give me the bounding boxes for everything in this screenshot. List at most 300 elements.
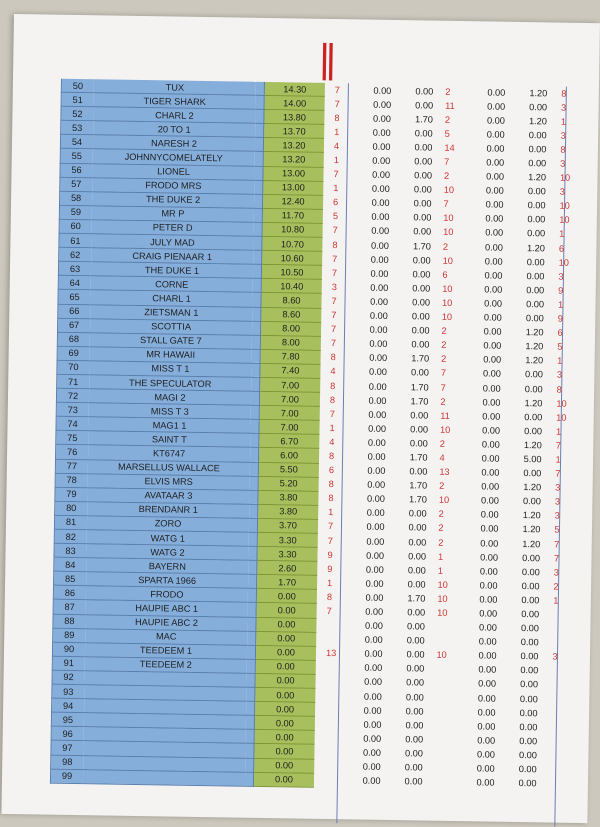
- value-d: 0.00: [524, 425, 543, 437]
- red-count-1: [316, 618, 343, 633]
- blue-spacer: [248, 589, 257, 603]
- entry-name: MR P: [92, 206, 254, 223]
- value-a: 0.00: [362, 747, 382, 758]
- entry-name: MISS T 1: [89, 361, 251, 378]
- blue-spacer: [252, 293, 261, 307]
- row-number: 53: [61, 121, 94, 136]
- blue-spacer: [254, 208, 263, 222]
- value-d: 1.20: [525, 341, 544, 352]
- red-count-1: 1: [329, 422, 335, 433]
- value-d: 0.00: [521, 594, 540, 606]
- red-count-1: 4: [330, 366, 336, 377]
- value-c: 0.00: [482, 425, 501, 436]
- row-number: 56: [60, 163, 93, 178]
- red-count-1: 1: [333, 183, 339, 194]
- value-d: 0.00: [525, 313, 544, 324]
- red-count-3: 1: [555, 454, 561, 465]
- score-cell: 13.70: [264, 124, 325, 139]
- entry-name: THE SPECULATOR: [89, 375, 251, 392]
- value-d: 0.00: [519, 707, 538, 718]
- red-count-2: 10: [437, 607, 448, 618]
- value-b: 0.00: [414, 170, 433, 181]
- red-count-1: [314, 745, 341, 760]
- red-count-3: 10: [559, 200, 570, 212]
- blue-spacer: [255, 124, 264, 138]
- entry-name: JOHNNYCOMELATELY: [93, 149, 255, 166]
- value-c: 0.00: [487, 87, 506, 98]
- value-b: 0.00: [412, 254, 431, 266]
- red-count-3: 1: [557, 355, 563, 366]
- score-cell: 0.00: [255, 645, 316, 660]
- red-count-2: 10: [443, 184, 455, 196]
- value-c: 0.00: [485, 185, 504, 196]
- value-d: 0.00: [519, 735, 538, 747]
- blue-spacer: [253, 250, 262, 264]
- row-number: 96: [51, 726, 84, 741]
- score-cell: 7.00: [259, 391, 320, 406]
- value-c: 0.00: [483, 312, 502, 323]
- value-c: 0.00: [484, 256, 503, 267]
- value-d: 0.00: [527, 214, 546, 225]
- red-count-3: [539, 720, 573, 735]
- entry-name: MR HAWAII: [90, 347, 252, 364]
- score-cell: 0.00: [255, 687, 316, 702]
- score-cell: 7.00: [260, 377, 321, 392]
- entry-name: 20 TO 1: [93, 121, 255, 138]
- value-d: 0.00: [522, 552, 541, 563]
- value-b: 0.00: [404, 762, 423, 773]
- value-a: 0.00: [370, 268, 389, 279]
- value-d: 0.00: [527, 228, 546, 239]
- value-c: 0.00: [478, 664, 497, 676]
- row-number: 72: [56, 388, 89, 403]
- entry-name: THE DUKE 1: [91, 262, 253, 279]
- value-a: 0.00: [366, 536, 385, 547]
- value-b: 0.00: [406, 677, 425, 689]
- value-b: 0.00: [413, 198, 432, 209]
- red-count-3: [540, 678, 574, 693]
- entry-name: TUX: [94, 79, 256, 95]
- value-d: 1.20: [525, 327, 544, 338]
- blue-spacer: [253, 265, 262, 279]
- value-b: 0.00: [412, 283, 431, 294]
- value-c: 0.00: [484, 298, 503, 309]
- red-count-1: 6: [328, 465, 335, 476]
- value-a: 0.00: [365, 564, 384, 575]
- results-table-body: [50, 79, 583, 791]
- value-b: 0.00: [411, 339, 430, 350]
- score-cell: 0.00: [254, 716, 315, 731]
- value-b: 0.00: [412, 297, 431, 308]
- value-c: 0.00: [487, 101, 506, 112]
- value-b: 0.00: [408, 536, 427, 548]
- score-cell: 10.50: [261, 265, 322, 280]
- value-a: 0.00: [365, 578, 384, 589]
- value-c: 0.00: [477, 721, 496, 732]
- value-d: 0.00: [518, 749, 537, 761]
- red-count-3: [541, 607, 575, 622]
- red-count-3: 8: [560, 144, 566, 155]
- red-count-1: 7: [333, 169, 339, 180]
- row-number: 79: [55, 487, 88, 502]
- value-c: 0.00: [486, 171, 505, 182]
- row-number: 71: [57, 374, 90, 389]
- entry-name: SAINT T: [88, 431, 250, 448]
- blue-spacer: [252, 321, 261, 335]
- value-b: 0.00: [410, 409, 429, 421]
- entry-name: CORNE: [91, 276, 253, 293]
- entry-name: JULY MAD: [91, 234, 253, 251]
- value-b: 0.00: [406, 649, 425, 660]
- value-c: 0.00: [486, 115, 505, 126]
- value-b: 0.00: [406, 621, 426, 632]
- red-count-3: 6: [557, 327, 563, 338]
- value-b: 1.70: [412, 240, 431, 252]
- value-c: 0.00: [482, 382, 501, 394]
- row-number: 54: [60, 135, 93, 150]
- score-cell: 13.20: [263, 152, 324, 167]
- value-a: 0.00: [368, 367, 387, 378]
- score-cell: 0.00: [255, 673, 316, 688]
- value-d: 0.00: [518, 764, 537, 775]
- red-count-3: 10: [559, 214, 570, 226]
- row-number: 66: [58, 304, 91, 319]
- score-cell: 3.80: [258, 490, 319, 505]
- red-count-1: 7: [332, 225, 338, 236]
- value-c: 0.00: [486, 157, 505, 168]
- score-cell: 0.00: [256, 589, 317, 604]
- value-b: 0.00: [406, 663, 425, 674]
- value-d: 1.20: [522, 510, 541, 521]
- red-count-1: 8: [332, 239, 338, 250]
- value-b: 1.70: [408, 494, 427, 505]
- blue-spacer: [254, 222, 263, 236]
- red-count-1: [315, 674, 342, 689]
- value-c: 0.00: [476, 777, 495, 788]
- red-count-2: [427, 620, 457, 635]
- red-count-3: 3: [560, 130, 566, 141]
- value-c: 0.00: [482, 397, 501, 408]
- red-count-2: 10: [436, 650, 447, 661]
- value-d: 0.00: [520, 623, 539, 634]
- value-a: 0.00: [367, 451, 386, 462]
- value-c: 0.00: [481, 453, 500, 464]
- score-cell: 13.00: [263, 166, 324, 181]
- value-a: 0.00: [367, 437, 386, 448]
- red-count-3: 7: [555, 468, 561, 479]
- blue-spacer: [248, 546, 257, 560]
- red-count-1: [315, 717, 342, 732]
- value-b: 0.00: [414, 156, 433, 167]
- red-count-2: 2: [441, 354, 447, 365]
- red-count-1: 7: [327, 521, 334, 532]
- row-number: 65: [58, 290, 91, 305]
- value-d: 0.00: [528, 144, 547, 155]
- value-a: 0.00: [367, 479, 386, 491]
- score-cell: 0.00: [256, 617, 317, 632]
- value-c: 0.00: [486, 143, 505, 154]
- value-c: 0.00: [484, 242, 503, 253]
- red-count-2: 2: [442, 241, 449, 252]
- value-c: 0.00: [483, 340, 502, 351]
- entry-name: TEEDEEM 1: [85, 642, 247, 659]
- value-a: 0.00: [372, 113, 391, 124]
- row-number: 68: [57, 332, 90, 347]
- red-count-3: 1: [557, 299, 564, 310]
- value-a: 0.00: [366, 507, 385, 519]
- value-b: 0.00: [408, 550, 427, 562]
- value-a: 0.00: [364, 634, 383, 646]
- value-d: 0.00: [520, 651, 539, 662]
- score-cell: 7.00: [259, 420, 320, 435]
- score-cell: 3.70: [257, 518, 318, 533]
- blue-spacer: [246, 687, 255, 701]
- red-count-3: 2: [553, 581, 559, 592]
- score-cell: 8.00: [260, 321, 321, 336]
- entry-name: MISS T 3: [89, 403, 251, 420]
- red-count-2: 2: [438, 509, 444, 520]
- value-a: 0.00: [369, 310, 388, 321]
- row-number: 55: [60, 149, 93, 164]
- row-number: 63: [58, 261, 91, 276]
- row-number: 94: [52, 698, 85, 713]
- value-d: 0.00: [526, 284, 545, 296]
- red-count-3: 10: [559, 172, 571, 183]
- row-number: 90: [52, 642, 85, 657]
- red-count-2: [425, 761, 455, 776]
- red-count-3: [539, 762, 573, 777]
- blue-spacer: [254, 166, 263, 180]
- entry-name: STALL GATE 7: [90, 332, 252, 349]
- value-d: 0.00: [521, 566, 540, 578]
- red-count-1: 1: [333, 155, 339, 166]
- red-count-2: [425, 732, 455, 747]
- row-number: 81: [54, 515, 87, 530]
- red-count-2: 7: [440, 382, 446, 393]
- row-number: 58: [60, 191, 93, 206]
- value-a: 0.00: [367, 465, 386, 476]
- red-count-3: 7: [555, 440, 561, 451]
- red-count-1: 8: [326, 591, 333, 602]
- score-cell: 14.30: [264, 82, 325, 97]
- red-count-1: 8: [328, 493, 334, 504]
- red-count-2: [427, 634, 457, 649]
- value-b: 0.00: [413, 226, 432, 238]
- score-cell: 7.80: [260, 349, 321, 364]
- red-count-1: 7: [331, 267, 338, 278]
- red-count-3: 1: [559, 229, 565, 240]
- red-count-3: 8: [556, 384, 562, 395]
- score-cell: 1.70: [257, 575, 318, 590]
- value-b: 1.70: [411, 353, 430, 364]
- red-count-2: 2: [438, 523, 444, 534]
- red-count-3: 1: [555, 426, 562, 437]
- red-count-3: 7: [554, 539, 560, 550]
- value-c: 0.00: [480, 552, 499, 563]
- entry-name: CHARL 2: [93, 107, 255, 124]
- red-count-3: [540, 664, 574, 679]
- red-count-2: 10: [439, 424, 451, 435]
- value-a: 0.00: [365, 592, 384, 603]
- entry-name: NARESH 2: [93, 135, 255, 152]
- red-count-1: [315, 702, 342, 717]
- value-d: 0.00: [524, 411, 543, 423]
- red-count-1: 13: [325, 648, 337, 659]
- value-c: 0.00: [482, 368, 501, 380]
- value-d: 1.20: [528, 115, 547, 127]
- value-d: 0.00: [519, 693, 538, 704]
- blue-spacer: [247, 659, 256, 673]
- entry-name: HAUPIE ABC 2: [85, 614, 247, 631]
- entry-name: PETER D: [92, 220, 254, 237]
- red-count-1: 7: [334, 84, 341, 95]
- red-count-2: [426, 662, 456, 677]
- red-count-3: [539, 734, 573, 749]
- red-count-1: [315, 731, 342, 746]
- score-cell: 7.40: [260, 363, 321, 378]
- value-a: 0.00: [364, 677, 383, 688]
- row-number: 95: [51, 712, 84, 727]
- value-c: 0.00: [479, 580, 498, 591]
- score-cell: 0.00: [255, 701, 316, 716]
- score-cell: 8.60: [261, 293, 322, 308]
- value-a: 0.00: [363, 705, 382, 716]
- value-b: 0.00: [407, 607, 426, 618]
- score-cell: 0.00: [253, 772, 314, 787]
- value-d: 0.00: [523, 468, 542, 479]
- value-c: 0.00: [485, 199, 504, 211]
- blue-spacer: [245, 744, 254, 758]
- red-count-3: 3: [561, 102, 567, 113]
- value-a: 0.00: [370, 282, 389, 293]
- value-b: 0.00: [404, 748, 424, 759]
- red-count-3: 10: [558, 257, 569, 268]
- score-cell: 13.20: [263, 138, 324, 153]
- red-count-1: 5: [332, 211, 339, 222]
- value-a: 0.00: [373, 99, 392, 110]
- value-c: 0.00: [479, 594, 498, 605]
- value-c: 0.00: [478, 650, 497, 661]
- blue-spacer: [245, 758, 254, 772]
- value-d: 1.20: [529, 87, 548, 99]
- value-b: 0.00: [415, 99, 434, 111]
- blue-spacer: [251, 377, 260, 391]
- blue-spacer: [252, 307, 261, 321]
- red-count-2: 10: [441, 297, 453, 308]
- red-count-1: 7: [331, 324, 337, 335]
- row-number: 64: [58, 276, 91, 291]
- red-count-1: 8: [329, 394, 336, 405]
- value-d: 0.00: [528, 129, 547, 141]
- value-d: 0.00: [520, 665, 539, 676]
- blue-spacer: [245, 772, 254, 786]
- blue-spacer: [252, 349, 261, 363]
- red-count-3: 5: [557, 341, 563, 352]
- red-count-1: 7: [334, 98, 340, 109]
- value-a: 0.00: [362, 775, 381, 786]
- value-d: 0.00: [520, 679, 539, 690]
- entry-name: LIONEL: [92, 163, 254, 180]
- value-b: 0.00: [408, 508, 427, 519]
- value-b: 0.00: [413, 212, 432, 223]
- blue-spacer: [247, 645, 256, 659]
- red-count-2: 2: [441, 325, 447, 336]
- value-d: 0.00: [521, 580, 540, 592]
- red-count-1: 4: [333, 140, 340, 152]
- value-a: 0.00: [372, 155, 391, 166]
- row-number: 70: [57, 360, 90, 375]
- red-count-1: [316, 660, 343, 675]
- row-number: 60: [59, 219, 92, 234]
- blue-spacer: [246, 673, 255, 687]
- value-d: 5.00: [523, 454, 542, 465]
- value-b: 0.00: [405, 720, 424, 731]
- entry-name: FRODO MRS: [92, 177, 254, 194]
- score-cell: 13.80: [264, 110, 325, 125]
- value-a: 0.00: [363, 733, 382, 744]
- results-table: [50, 79, 584, 792]
- red-count-1: [316, 632, 343, 647]
- blue-spacer: [255, 138, 264, 152]
- red-count-2: 2: [445, 86, 451, 97]
- blue-spacer: [249, 532, 258, 546]
- entry-name: SCOTTIA: [90, 318, 252, 335]
- entry-name: KT6747: [88, 445, 250, 462]
- entry-name: TIGER SHARK: [94, 93, 256, 110]
- red-count-3: 3: [554, 496, 561, 507]
- value-a: 0.00: [363, 719, 382, 730]
- red-count-3: 3: [554, 510, 560, 521]
- value-a: 0.00: [370, 240, 389, 251]
- handwritten-marks: ||: [318, 36, 333, 81]
- blue-spacer: [255, 152, 264, 166]
- blue-spacer: [254, 194, 263, 208]
- value-a: 0.00: [369, 352, 388, 364]
- red-count-1: 8: [329, 450, 335, 462]
- value-b: 0.00: [413, 184, 432, 195]
- blue-spacer: [246, 730, 255, 744]
- row-number: 62: [59, 247, 92, 262]
- value-c: 0.00: [480, 523, 499, 535]
- red-count-1: 8: [328, 479, 334, 490]
- red-count-2: 10: [437, 593, 448, 604]
- row-number: 52: [61, 106, 94, 121]
- value-d: 1.20: [526, 242, 545, 253]
- row-number: 73: [56, 402, 89, 417]
- value-c: 0.00: [484, 270, 503, 281]
- row-number: 97: [51, 741, 84, 756]
- red-count-2: 14: [444, 142, 455, 153]
- value-b: 0.00: [415, 86, 434, 97]
- red-count-3: [540, 692, 574, 707]
- score-cell: 10.40: [261, 279, 322, 294]
- row-number: 91: [52, 656, 85, 671]
- score-cell: 0.00: [256, 631, 317, 646]
- blue-spacer: [249, 518, 258, 532]
- entry-name: ELVIS MRS: [88, 473, 250, 490]
- red-count-1: 8: [334, 112, 340, 123]
- value-d: 0.00: [521, 609, 540, 620]
- red-count-3: 3: [560, 158, 566, 169]
- red-count-1: 8: [330, 380, 336, 391]
- blue-spacer: [251, 363, 260, 377]
- value-a: 0.00: [368, 423, 387, 434]
- entry-name: BAYERN: [86, 558, 248, 575]
- score-cell: 0.00: [255, 659, 316, 674]
- value-d: 1.20: [523, 482, 542, 493]
- red-count-2: 10: [443, 227, 454, 238]
- entry-name: CHARL 1: [90, 290, 252, 307]
